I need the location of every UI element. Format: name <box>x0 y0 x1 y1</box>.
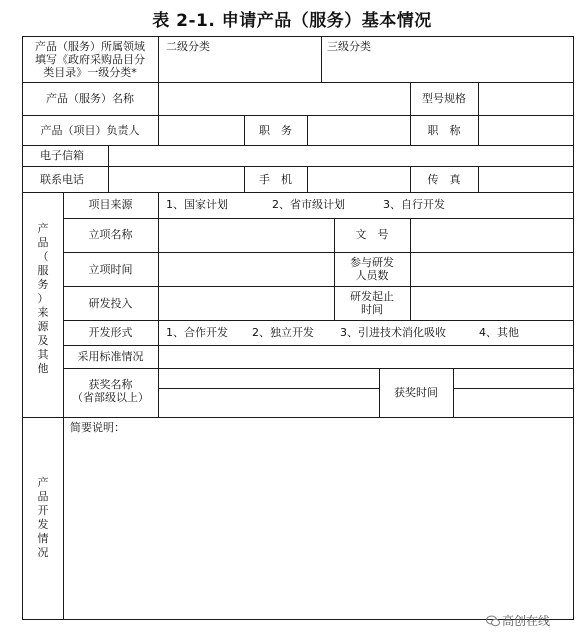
rank-label: 职 称 <box>427 124 461 137</box>
project-time-label: 立项时间 <box>88 263 133 276</box>
model-spec-label: 型号规格 <box>422 92 466 105</box>
wechat-icon <box>486 615 500 627</box>
doc-no-label: 文 号 <box>355 228 389 241</box>
fax-label: 传 真 <box>427 173 461 186</box>
dev-option-cooperative: 1、合作开发 <box>166 326 228 339</box>
project-name-label: 立项名称 <box>88 228 133 241</box>
award-time-label: 获奖时间 <box>394 386 438 399</box>
rd-period-label-line1: 研发起止 <box>350 290 394 303</box>
award-name-label-line2: （省部级以上） <box>72 391 149 404</box>
rd-people-label-line2: 人员数 <box>355 269 389 282</box>
domain-label-line2: 填写《政府采购品目分 <box>35 53 145 66</box>
source-option-self: 3、自行开发 <box>383 198 445 211</box>
source-option-national: 1、国家计划 <box>166 198 228 211</box>
dev-form-label: 开发形式 <box>88 326 133 339</box>
mobile-label: 手 机 <box>259 173 292 186</box>
dev-side-label: 产 品 开 发 情 况 <box>37 476 49 559</box>
owner-label: 产品（项目）负责人 <box>40 124 140 137</box>
level2-label: 二级分类 <box>166 40 210 53</box>
level3-label: 三级分类 <box>327 40 371 53</box>
rd-people-label-line1: 参与研发 <box>350 256 394 269</box>
table-title: 表 2-1. 申请产品（服务）基本情况 <box>152 11 432 31</box>
watermark-text: 高创在线 <box>502 614 551 628</box>
award-name-label-line1: 获奖名称 <box>88 378 133 391</box>
rd-period-label-line2: 时间 <box>361 303 383 316</box>
product-name-label: 产品（服务）名称 <box>46 92 134 105</box>
dev-option-imported: 3、引进技术消化吸收 <box>340 326 446 339</box>
position-label: 职 务 <box>259 124 292 137</box>
standard-label: 采用标准情况 <box>77 350 144 363</box>
email-label: 电子信箱 <box>40 149 84 162</box>
dev-option-independent: 2、独立开发 <box>252 326 314 339</box>
rd-invest-label: 研发投入 <box>88 297 133 310</box>
watermark <box>486 612 550 629</box>
dev-option-other: 4、其他 <box>479 326 519 339</box>
source-option-provincial: 2、省市级计划 <box>272 198 345 211</box>
phone-label: 联系电话 <box>40 173 84 186</box>
project-source-label: 项目来源 <box>88 198 133 211</box>
source-side-label: 产 品 （ 服 务 ） 来 源 及 其 他 <box>37 222 49 375</box>
domain-label-line3: 类目录》一级分类* <box>43 66 137 79</box>
brief-label: 简要说明： <box>70 421 125 434</box>
domain-label-line1: 产品（服务）所属领域 <box>35 40 145 53</box>
